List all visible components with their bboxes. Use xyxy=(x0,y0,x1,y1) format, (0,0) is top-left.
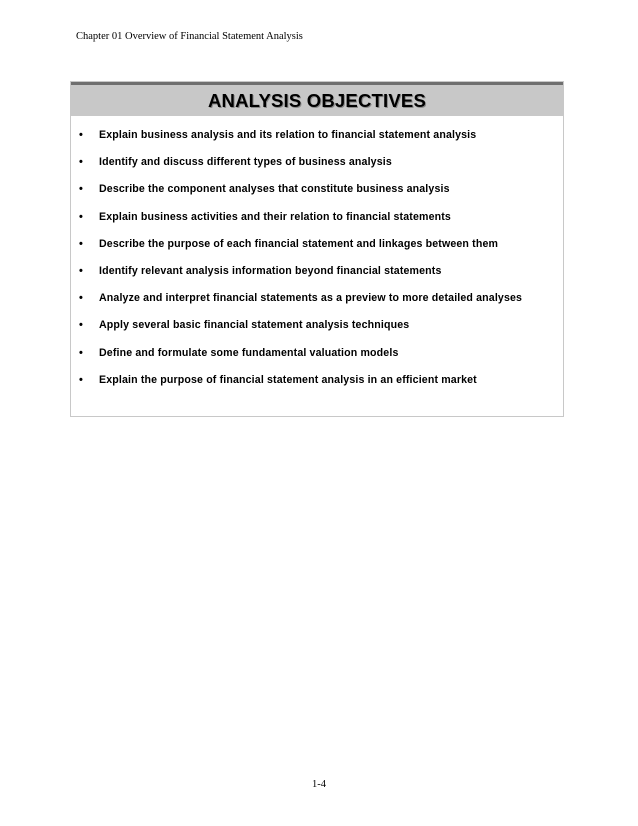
bullet-icon: • xyxy=(79,183,84,196)
bullet-icon: • xyxy=(79,129,84,141)
objective-item xyxy=(71,128,563,155)
bullet-icon: • xyxy=(79,292,84,305)
page-number: 1-4 xyxy=(312,779,326,790)
objectives-title-band xyxy=(71,82,563,116)
bullet-icon: • xyxy=(79,264,84,277)
objectives-title: ANALYSIS OBJECTIVES xyxy=(208,90,426,111)
objective-text: Describe the component analyses that constitute business analysis xyxy=(99,183,450,196)
objective-text: Identify and discuss different types of business analysis xyxy=(99,156,392,169)
bullet-icon: • xyxy=(79,319,84,332)
bullet-icon: • xyxy=(79,237,84,250)
objective-item xyxy=(71,182,563,209)
objectives-box xyxy=(70,81,564,417)
objective-item xyxy=(71,264,563,291)
bullet-icon: • xyxy=(79,156,84,169)
objectives-list xyxy=(71,128,563,400)
objective-text: Analyze and interpret financial statements as a preview to more detailed analyses xyxy=(99,292,523,305)
objective-item xyxy=(71,373,563,400)
bullet-icon: • xyxy=(79,346,84,359)
objective-item xyxy=(71,210,563,237)
objective-text: Define and formulate some fundamental valuation models xyxy=(99,346,399,359)
objective-text: Identify relevant analysis information beyond financial statements xyxy=(99,264,442,277)
bullet-icon: • xyxy=(79,373,84,386)
objective-item xyxy=(71,155,563,182)
bullet-icon: • xyxy=(79,210,84,223)
objective-text: Explain business analysis and its relation to financial statement analysis xyxy=(99,129,477,141)
objective-text: Apply several basic financial statement analysis techniques xyxy=(99,319,410,332)
objective-text: Describe the purpose of each financial statement and linkages between them xyxy=(99,237,499,250)
objective-text: Explain business activities and their relation to financial statements xyxy=(99,210,451,223)
running-header: Chapter 01 Overview of Financial Statement Analysis xyxy=(76,31,303,42)
objective-item xyxy=(71,318,563,345)
objective-item xyxy=(71,237,563,264)
objective-item xyxy=(71,291,563,318)
objective-text: Explain the purpose of financial statement analysis in an efficient market xyxy=(99,373,477,386)
objective-item xyxy=(71,346,563,373)
